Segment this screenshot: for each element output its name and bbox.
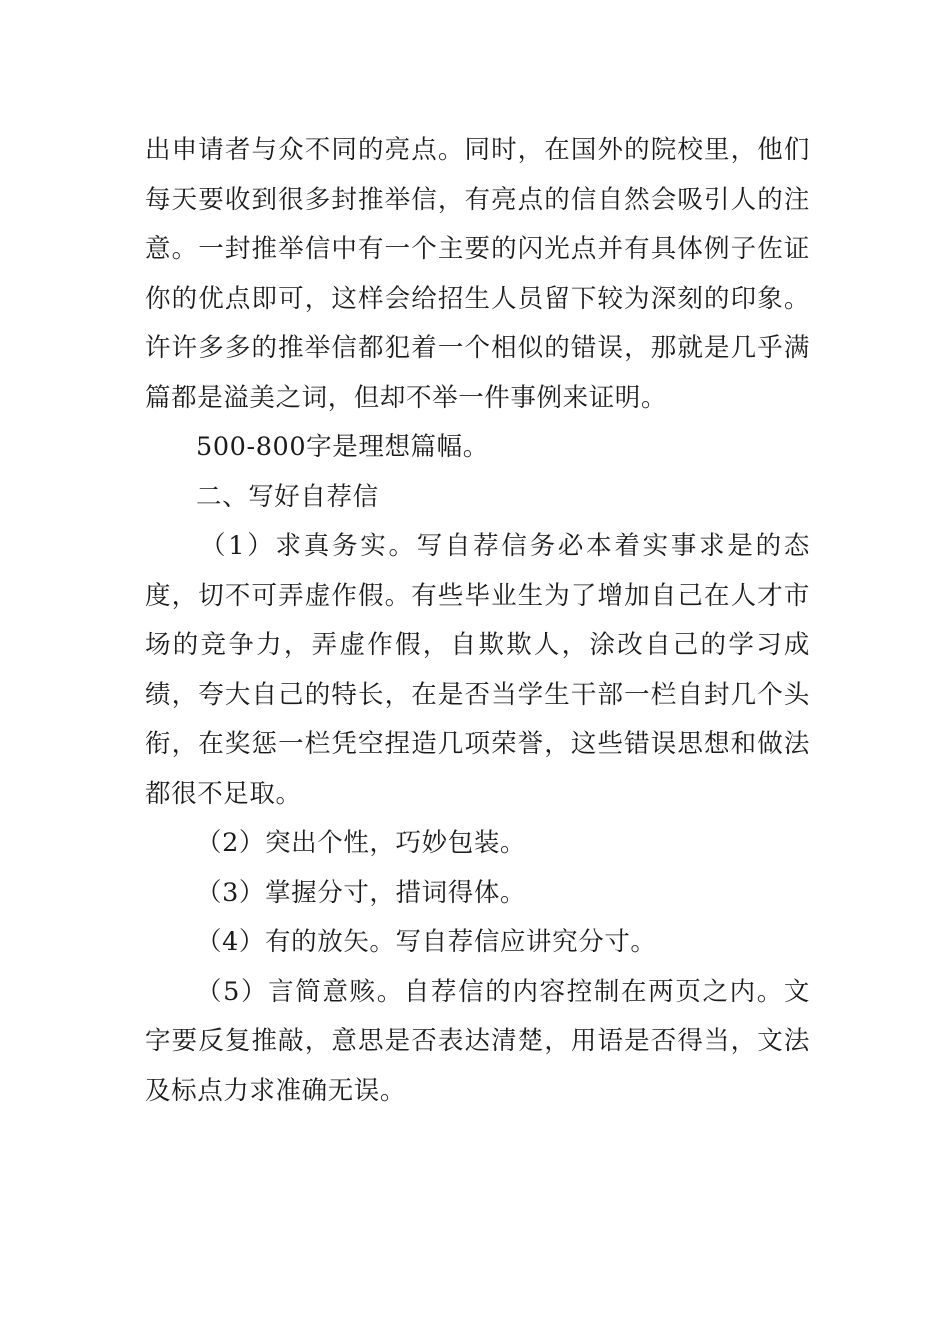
paragraph-ideal-length: 500-800字是理想篇幅。 <box>196 432 489 462</box>
section-heading-self-recommendation: 二、写好自荐信 <box>196 481 379 512</box>
document-body <box>145 126 810 1116</box>
paragraph-point-2: （2）突出个性，巧妙包装。 <box>196 828 527 858</box>
paragraph-point-3: （3）掌握分寸，措词得体。 <box>196 877 527 908</box>
paragraph-point-5: （5）言简意赅。自荐信的内容控制在两页之内。文字要反复推敲，意思是否表达清楚，用语是否得当，文法及标点力求准确无误。 <box>145 976 810 1106</box>
paragraph-point-1: （1）求真务实。写自荐信务必本着实事求是的态度，切不可弄虚作假。有些毕业生为了增加自己在人才市场的竞争力，弄虚作假，自欺欺人，涂改自己的学习成绩，夸大自己的特长，在是否当学生干部一栏自封几个头衔，在奖惩一栏凭空捏造几项荣誉，这些错误思想和做法都很不足取。 <box>145 531 810 809</box>
paragraph-point-4: （4）有的放矢。写自荐信应讲究分寸。 <box>196 927 657 957</box>
paragraph-recommendation-letter-tips: 出申请者与众不同的亮点。同时，在国外的院校里，他们每天要收到很多封推举信，有亮点的信自然会吸引人的注意。一封推举信中有一个主要的闪光点并有具体例子佐证你的优点即可，这样会给招生人员留下较为深刻的印象。许许多多的推举信都犯着一个相似的错误，那就是几乎满篇都是溢美之词，但却不举一件事例来证明。 <box>145 135 810 413</box>
